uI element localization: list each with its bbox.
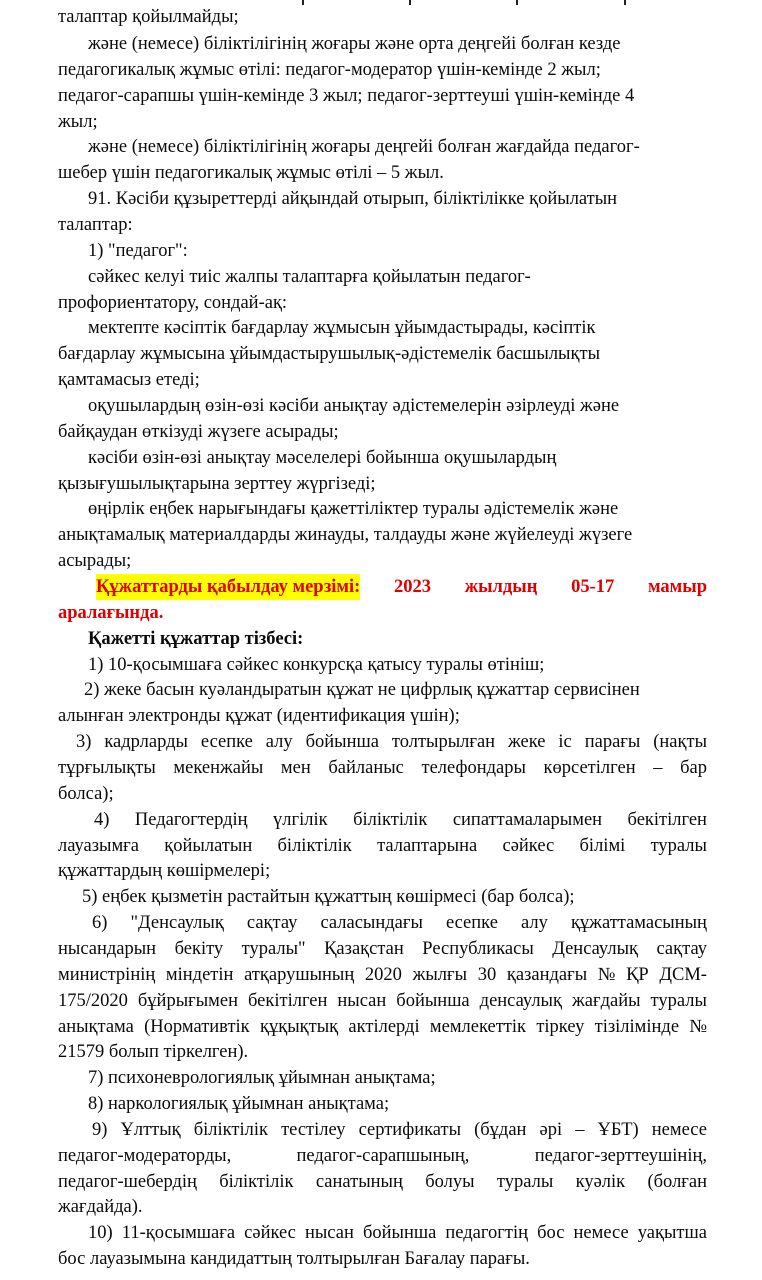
justified-word: № xyxy=(689,1017,707,1037)
justified-word: мекенжайы xyxy=(173,758,264,778)
paragraph-line: асырады; xyxy=(58,551,132,571)
justified-word: сипаттамаларымен xyxy=(452,810,603,830)
justified-word: міндетін xyxy=(165,965,234,985)
justified-word: бойынша xyxy=(396,991,470,1011)
justified-word: біліктілік xyxy=(353,810,428,830)
justified-word: туралы xyxy=(496,1172,554,1192)
justified-word: (бұдан xyxy=(474,1120,527,1140)
justified-word: жеке xyxy=(508,732,546,752)
justified-word: Ұлттық xyxy=(120,1120,181,1140)
justified-word: денсаулық xyxy=(479,991,562,1011)
paragraph-line: профориентатору, сондай-ақ: xyxy=(58,293,288,313)
paragraph-line: сәйкес келуі тиіс жалпы талаптарға қойылатын педагог- xyxy=(88,267,531,287)
deadline-word: жылдың xyxy=(464,577,538,597)
justified-word: педагог-зерттеушінің, xyxy=(534,1146,707,1166)
paragraph-line: шебер үшін педагогикалық жұмыс өтілі – 5 жыл. xyxy=(58,163,444,183)
justified-word: бос xyxy=(537,1223,565,1243)
justified-word: немесе xyxy=(573,1223,629,1243)
justified-word: қазандағы xyxy=(506,965,588,985)
justified-word: педагог-сарапшының, xyxy=(296,1146,470,1166)
justified-word: нысан xyxy=(304,1223,354,1243)
list-item-cont xyxy=(58,936,707,962)
justified-word: (нақты xyxy=(653,732,707,752)
justified-word: педагог-модераторды, xyxy=(58,1146,232,1166)
paragraph-line: 91. Кәсіби құзыреттерді айқындай отырып, біліктілікке қойылатын xyxy=(88,189,618,209)
justified-word: көрсетілген xyxy=(543,758,636,778)
justified-word: тізілімінде xyxy=(594,1017,680,1037)
justified-word: куәлік xyxy=(575,1172,626,1192)
justified-word: – xyxy=(653,758,663,778)
justified-word: "Денсаулық xyxy=(130,913,224,933)
justified-word: мен xyxy=(280,758,311,778)
justified-word: нысандарын xyxy=(58,939,157,959)
justified-word: кадрларды xyxy=(104,732,188,752)
justified-word: бұйрығымен xyxy=(137,991,238,1011)
justified-word: немесе xyxy=(651,1120,707,1140)
paragraph-line: талаптар: xyxy=(58,215,133,235)
justified-word: іс xyxy=(558,732,572,752)
paragraph-line: байқаудан өткізуді жүзеге асырады; xyxy=(58,422,339,442)
justified-word: Қазақстан xyxy=(324,939,404,959)
justified-word: алу xyxy=(521,913,548,933)
justified-word: есепке xyxy=(200,732,253,752)
justified-word: тіркеу xyxy=(536,1017,585,1037)
deadline-word: 05-17 xyxy=(571,577,615,597)
documents-heading: Қажетті құжаттар тізбесі: xyxy=(88,629,304,649)
justified-word: 30 xyxy=(477,965,497,985)
justified-word: ҚР xyxy=(626,965,649,985)
list-item-cont xyxy=(58,755,707,781)
justified-word: мемлекеттік xyxy=(429,1017,527,1037)
paragraph-line: талаптар қойылмайды; xyxy=(58,7,239,27)
paragraph-line: мектепте кәсіптік бағдарлау жұмысын ұйымдастырады, кәсіптік xyxy=(88,318,596,338)
paragraph-line: және (немесе) біліктілігінің жоғары деңгейі болған жағдайда педагог- xyxy=(88,137,640,157)
justified-word: бекітілген xyxy=(627,810,707,830)
deadline-word: 2023 xyxy=(394,577,431,597)
justified-word: – xyxy=(575,1120,585,1140)
justified-word: құқықтық xyxy=(259,1017,339,1037)
justified-word: бекітілген xyxy=(247,991,328,1011)
list-item-cont xyxy=(58,962,707,988)
list-item: 5) еңбек қызметін растайтын құжаттың көшірмесі (бар болса); xyxy=(82,887,575,907)
deadline-line-end xyxy=(58,600,762,626)
list-item: 1) 10-қосымшаға сәйкес конкурсқа қатысу туралы өтініш; xyxy=(88,655,545,675)
justified-word: тестілеу xyxy=(281,1120,346,1140)
justified-word: 4) xyxy=(94,810,110,830)
justified-word: уақытша xyxy=(637,1223,707,1243)
justified-word: ДСМ- xyxy=(659,965,707,985)
justified-word: 3) xyxy=(76,732,92,752)
justified-word: болуы xyxy=(425,1172,475,1192)
justified-word: 9) xyxy=(92,1120,108,1140)
list-item: 8) наркологиялық ұйымнан анықтама; xyxy=(88,1094,390,1114)
list-item xyxy=(92,910,707,936)
justified-word: талаптарына xyxy=(377,836,478,856)
justified-word: атқарушының xyxy=(244,965,355,985)
justified-word: бойынша xyxy=(362,1223,437,1243)
paragraph-line: педагогикалық жұмыс өтілі: педагог-модератор үшін-кемінде 2 жыл; xyxy=(58,60,601,80)
list-item-cont: болса); xyxy=(58,784,114,804)
paragraph-line: анықтамалық материалдарды жинауды, талдауды және жүйелеуді жүзеге xyxy=(58,525,633,545)
justified-word: (Нормативтік xyxy=(144,1017,250,1037)
justified-word: ҰБТ) xyxy=(597,1120,639,1140)
list-item-cont: алынған электронды құжат (идентификация үшін); xyxy=(58,706,460,726)
justified-word: туралы xyxy=(650,836,707,856)
justified-word: әрі xyxy=(539,1120,563,1140)
justified-word: (болған xyxy=(647,1172,707,1192)
justified-word: актілерді xyxy=(348,1017,420,1037)
justified-word: нысан xyxy=(337,991,387,1011)
list-item xyxy=(88,1220,707,1246)
justified-word: педагогтің xyxy=(445,1223,528,1243)
paragraph-line: бағдарлау жұмысына ұйымдастырушылық-әдістемелік басшылықты xyxy=(58,344,600,364)
list-item xyxy=(76,729,707,755)
list-item xyxy=(94,807,707,833)
justified-word: қойылатын xyxy=(164,836,253,856)
justified-word: № xyxy=(597,965,616,985)
deadline-end: аралағында. xyxy=(58,603,164,623)
justified-word: бар xyxy=(680,758,707,778)
justified-word: лауазымға xyxy=(58,836,139,856)
list-item-cont: 21579 болып тіркелген). xyxy=(58,1042,249,1062)
deadline-word: мамыр xyxy=(647,577,707,597)
justified-word: 10) xyxy=(88,1223,113,1243)
justified-word: 6) xyxy=(92,913,108,933)
justified-word: білімі xyxy=(579,836,626,856)
justified-word: есепке xyxy=(445,913,498,933)
justified-word: жылғы xyxy=(412,965,468,985)
justified-word: саласындағы xyxy=(320,913,423,933)
justified-word: бекіту xyxy=(174,939,224,959)
justified-word: 2020 xyxy=(364,965,402,985)
list-item-cont xyxy=(58,833,707,859)
justified-word: алу xyxy=(265,732,293,752)
justified-word: анықтама xyxy=(58,1017,134,1037)
list-item-cont xyxy=(58,1014,707,1040)
list-item-cont: құжаттардың көшірмелері; xyxy=(58,861,271,881)
justified-word: біліктілік xyxy=(193,1120,268,1140)
justified-word: Республикасы xyxy=(422,939,534,959)
justified-word: құжаттамасының xyxy=(570,913,707,933)
justified-word: жағдайы xyxy=(571,991,641,1011)
justified-word: сәйкес xyxy=(244,1223,296,1243)
justified-word: сақтау xyxy=(656,939,707,959)
list-item-cont: жағдайда). xyxy=(58,1197,143,1217)
list-item xyxy=(92,1117,707,1143)
paragraph-line: 1) "педагог": xyxy=(88,241,188,261)
justified-word: байланыс xyxy=(328,758,404,778)
paragraph-line: жыл; xyxy=(58,112,98,132)
justified-word: телефондары xyxy=(421,758,526,778)
list-item-cont xyxy=(58,1143,707,1169)
list-item: 2) жеке басын куәландыратын құжат не цифрлық құжаттар сервисінен xyxy=(84,680,640,700)
justified-word: министрінің xyxy=(58,965,156,985)
paragraph-line: кәсіби өзін-өзі анықтау мәселелері бойынша оқушылардың xyxy=(88,448,557,468)
list-item-cont: бос лауазымына кандидаттың толтырылған Бағалау парағы. xyxy=(58,1249,530,1269)
list-item: 7) психоневрологиялық ұйымнан анықтама; xyxy=(88,1068,436,1088)
paragraph-line: педагог-сарапшы үшін-кемінде 3 жыл; педагог-зерттеуші үшін-кемінде 4 xyxy=(58,86,635,106)
justified-word: сәйкес xyxy=(502,836,555,856)
justified-word: туралы" xyxy=(241,939,306,959)
justified-word: Денсаулық xyxy=(552,939,639,959)
paragraph-line: оқушылардың өзін-өзі кәсіби анықтау әдістемелерін әзірлеуді және xyxy=(88,396,620,416)
justified-word: Педагогтердің xyxy=(134,810,248,830)
justified-word: сертификаты xyxy=(358,1120,462,1140)
justified-word: туралы xyxy=(650,991,707,1011)
justified-word: біліктілік xyxy=(277,836,352,856)
paragraph-line: өңірлік еңбек нарығындағы қажеттіліктер туралы әдістемелік және xyxy=(88,499,619,519)
justified-word: 11-қосымшаға xyxy=(121,1223,236,1243)
paragraph-line: қамтамасыз етеді; xyxy=(58,370,200,390)
deadline-label: Құжаттарды қабылдау мерзімі: xyxy=(96,574,360,600)
justified-word: санатының xyxy=(315,1172,403,1192)
justified-word: педагог-шебердің xyxy=(58,1172,197,1192)
justified-word: 175/2020 xyxy=(58,991,128,1011)
justified-word: тұрғылықты xyxy=(58,758,156,778)
list-item-cont xyxy=(58,1169,707,1195)
list-item-cont xyxy=(58,988,707,1014)
justified-word: толтырылған xyxy=(391,732,496,752)
justified-word: үлгілік xyxy=(273,810,328,830)
paragraph-line: және (немесе) біліктілігінің жоғары және орта деңгейі болған кезде xyxy=(88,34,621,54)
justified-word: сақтау xyxy=(246,913,298,933)
deadline-line xyxy=(96,574,707,600)
justified-word: біліктілік xyxy=(219,1172,294,1192)
justified-word: бойынша xyxy=(305,732,379,752)
justified-word: парағы xyxy=(584,732,641,752)
paragraph-line: қызығушылықтарына зерттеу жүргізеді; xyxy=(58,474,376,494)
